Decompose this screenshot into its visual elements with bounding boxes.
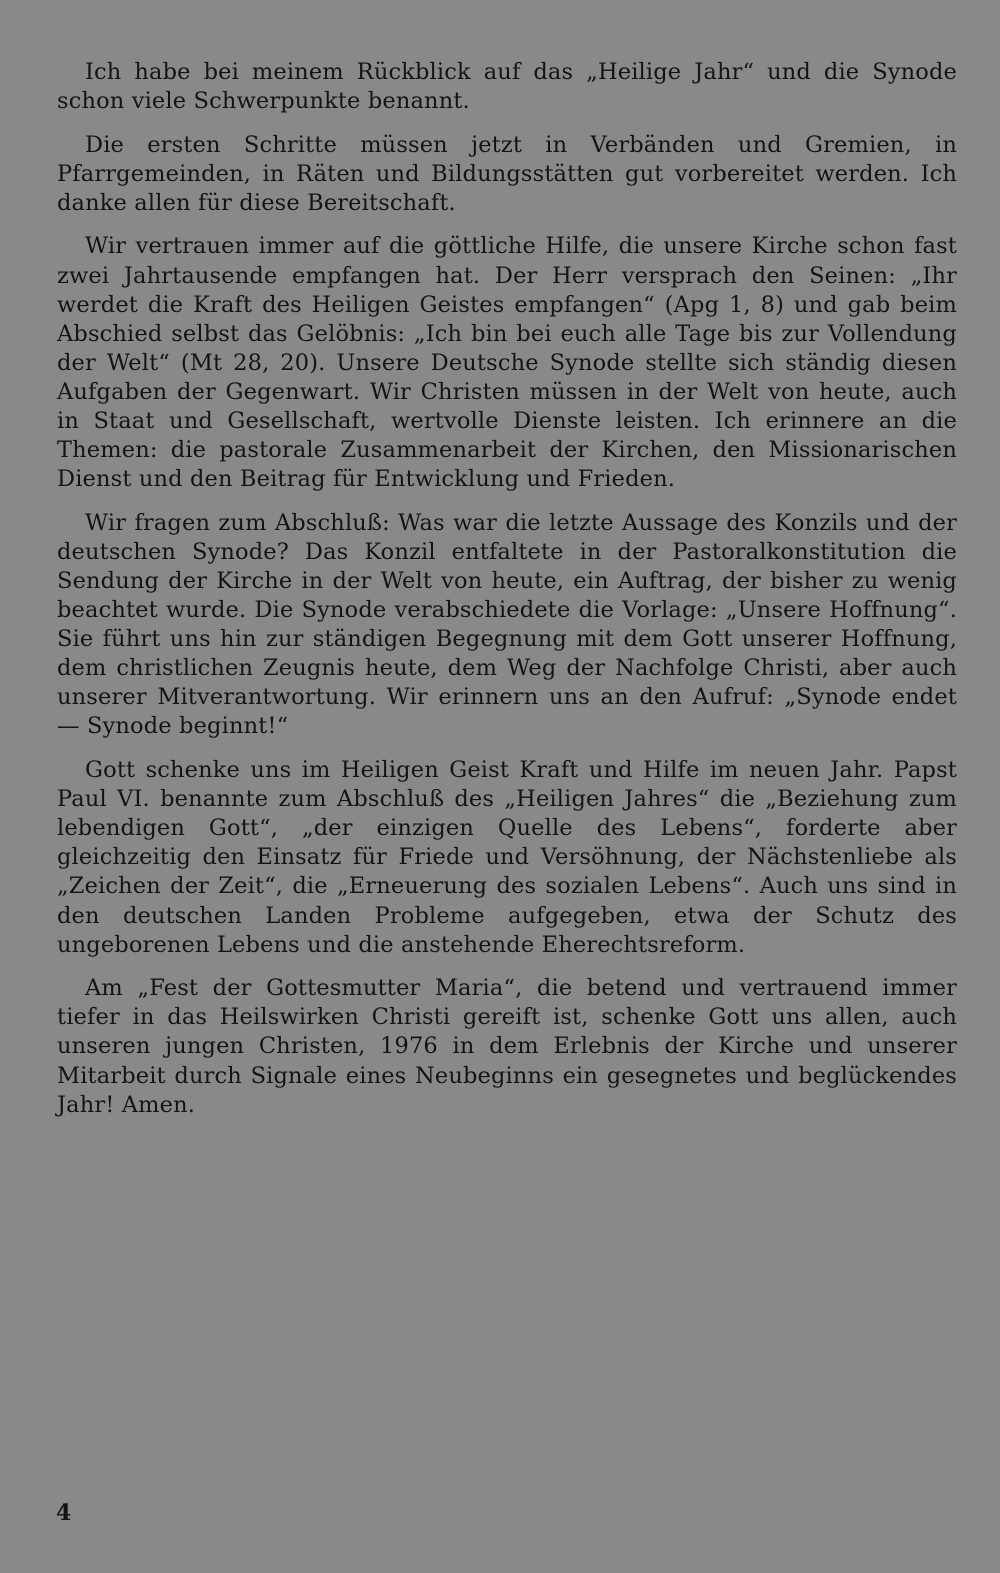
paragraph-3: Wir vertrauen immer auf die göttliche Hilfe, die unsere Kirche schon fast zwei Jahrtausende empfangen hat. Der Herr versprach den Seinen: „Ihr werdet die Kraft des Heiligen Geistes empfangen“ (Apg 1, 8) und gab beim Abschied selbst das Gelöbnis: „Ich bin bei euch alle Tage bis zur Vollendung der Welt“ (Mt 28, 20). Unsere Deutsche Synode stellte sich ständig diesen Aufgaben der Gegenwart. Wir Christen müssen in der Welt von heute, auch in Staat und Gesellschaft, wertvolle Dienste leisten. Ich erinnere an die Themen: die pastorale Zusammenarbeit der Kirchen, den Missionarischen Dienst und den Beitrag für Entwicklung und Frieden. bbox=[57, 233, 957, 493]
paragraph-1: Ich habe bei meinem Rückblick auf das „Heilige Jahr“ und die Synode schon viele Schwerpunkte benannt. bbox=[57, 59, 957, 115]
paragraph-4: Wir fragen zum Abschluß: Was war die letzte Aussage des Konzils und der deutschen Synode? Das Konzil entfaltete in der Pastoralkonstitution die Sendung der Kirche in der Welt von heute, ein Auftrag, der bisher zu wenig beachtet wurde. Die Synode verabschiedete die Vorlage: „Unsere Hoffnung“. Sie führt uns hin zur ständigen Begegnung mit dem Gott unserer Hoffnung, dem christlichen Zeugnis heute, dem Weg der Nachfolge Christi, aber auch unserer Mitverantwortung. Wir erinnern uns an den Aufruf: „Synode endet — Synode beginnt!“ bbox=[57, 509, 957, 740]
page-body bbox=[57, 58, 957, 1134]
paragraph-6: Am „Fest der Gottesmutter Maria“, die betend und vertrauend immer tiefer in das Heilswirken Christi gereift ist, schenke Gott uns allen, auch unseren jungen Christen, 1976 in dem Erlebnis der Kirche und unserer Mitarbeit durch Signale eines Neubeginns ein gesegnetes und beglückendes Jahr! Amen. bbox=[57, 975, 957, 1118]
paragraph-5: Gott schenke uns im Heiligen Geist Kraft und Hilfe im neuen Jahr. Papst Paul VI. benannte zum Abschluß des „Heiligen Jahres“ die „Beziehung zum lebendigen Gott“, „der einzigen Quelle des Lebens“, forderte aber gleichzeitig den Einsatz für Friede und Versöhnung, der Nächstenliebe als „Zeichen der Zeit“, die „Erneuerung des sozialen Lebens“. Auch uns sind in den deutschen Landen Probleme aufgegeben, etwa der Schutz des ungeborenen Lebens und die anstehende Eherechtsreform. bbox=[57, 757, 957, 958]
page-number: 4 bbox=[56, 1500, 72, 1526]
paragraph-2: Die ersten Schritte müssen jetzt in Verbänden und Gremien, in Pfarrgemeinden, in Räten und Bildungsstätten gut vorbereitet werden. Ich danke allen für diese Bereitschaft. bbox=[57, 131, 957, 216]
